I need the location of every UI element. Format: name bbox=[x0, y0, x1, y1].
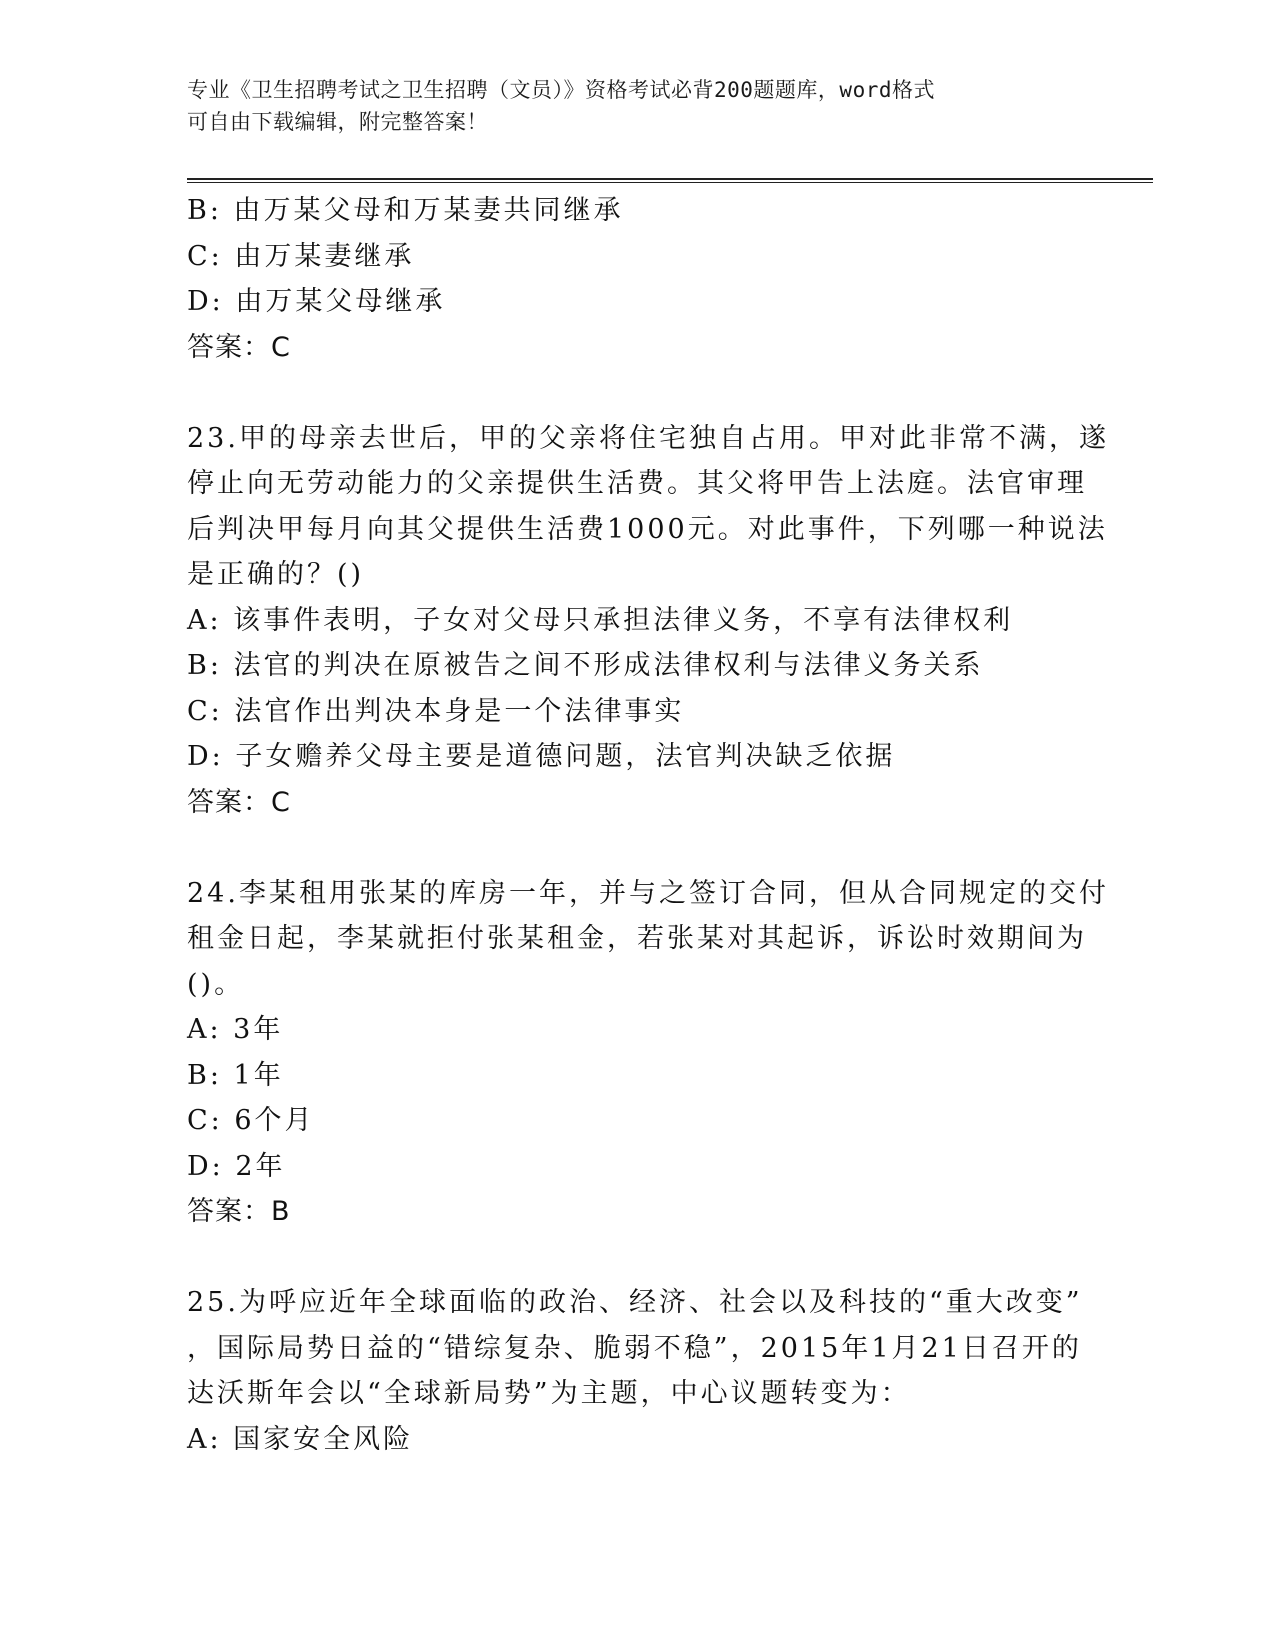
question-text-line: 后判决甲每月向其父提供生活费1000元。对此事件，下列哪一种说法 bbox=[187, 513, 1108, 545]
option-b: B: 1年 bbox=[187, 1059, 284, 1091]
spacer bbox=[187, 1235, 1087, 1281]
document-header bbox=[187, 74, 1087, 138]
option-d: D: 子女赡养父母主要是道德问题，法官判决缺乏依据 bbox=[187, 741, 896, 772]
option-b: B: 由万某父母和万某妻共同继承 bbox=[187, 195, 624, 226]
option-d: D: 2年 bbox=[187, 1150, 286, 1182]
question-text-line: ()。 bbox=[187, 968, 245, 1000]
option-c: C: 6个月 bbox=[187, 1105, 315, 1136]
spacer bbox=[187, 370, 1087, 416]
header-line-1: 专业《卫生招聘考试之卫生招聘（文员）》资格考试必背200题题库，word格式 bbox=[187, 78, 935, 102]
question-23 bbox=[187, 416, 1109, 826]
option-b: B: 法官的判决在原被告之间不形成法律权利与法律义务关系 bbox=[187, 650, 984, 681]
question-text-line: ，国际局势日益的“错综复杂、脆弱不稳”，2015年1月21日召开的 bbox=[187, 1332, 1082, 1364]
option-a: A: 国家安全风险 bbox=[187, 1423, 414, 1455]
answer-line: 答案：B bbox=[187, 1196, 291, 1227]
answer-line: 答案：C bbox=[187, 786, 291, 818]
question-text-line: 24.李某租用张某的库房一年，并与之签订合同，但从合同规定的交付 bbox=[187, 877, 1109, 909]
header-rule-thin bbox=[187, 182, 1153, 183]
question-text-line: 23.甲的母亲去世后，甲的父亲将住宅独自占用。甲对此非常不满，遂 bbox=[187, 422, 1109, 454]
option-c: C: 由万某妻继承 bbox=[187, 240, 415, 272]
question-text-line: 25.为呼应近年全球面临的政治、经济、社会以及科技的“重大改变” bbox=[187, 1287, 1083, 1318]
question-25 bbox=[187, 1280, 1087, 1462]
option-c: C: 法官作出判决本身是一个法律事实 bbox=[187, 695, 685, 727]
question-24 bbox=[187, 871, 1109, 1235]
spacer bbox=[187, 825, 1087, 871]
question-22-tail bbox=[187, 188, 1087, 370]
document-body bbox=[187, 188, 1109, 1462]
question-text-line: 停止向无劳动能力的父亲提供生活费。其父将甲告上法庭。法官审理 bbox=[187, 468, 1087, 499]
answer-line: 答案：C bbox=[187, 331, 291, 363]
option-d: D: 由万某父母继承 bbox=[187, 286, 446, 317]
question-text-line: 达沃斯年会以“全球新局势”为主题，中心议题转变为： bbox=[187, 1378, 911, 1409]
question-text-line: 租金日起，李某就拒付张某租金，若张某对其起诉，诉讼时效期间为 bbox=[187, 923, 1087, 954]
header-line-2: 可自由下载编辑，附完整答案！ bbox=[187, 110, 488, 134]
header-rule-thick bbox=[187, 178, 1153, 180]
question-text-line: 是正确的？() bbox=[187, 559, 365, 590]
option-a: A: 该事件表明，子女对父母只承担法律义务，不享有法律权利 bbox=[187, 604, 1014, 636]
option-a: A: 3年 bbox=[187, 1014, 284, 1045]
